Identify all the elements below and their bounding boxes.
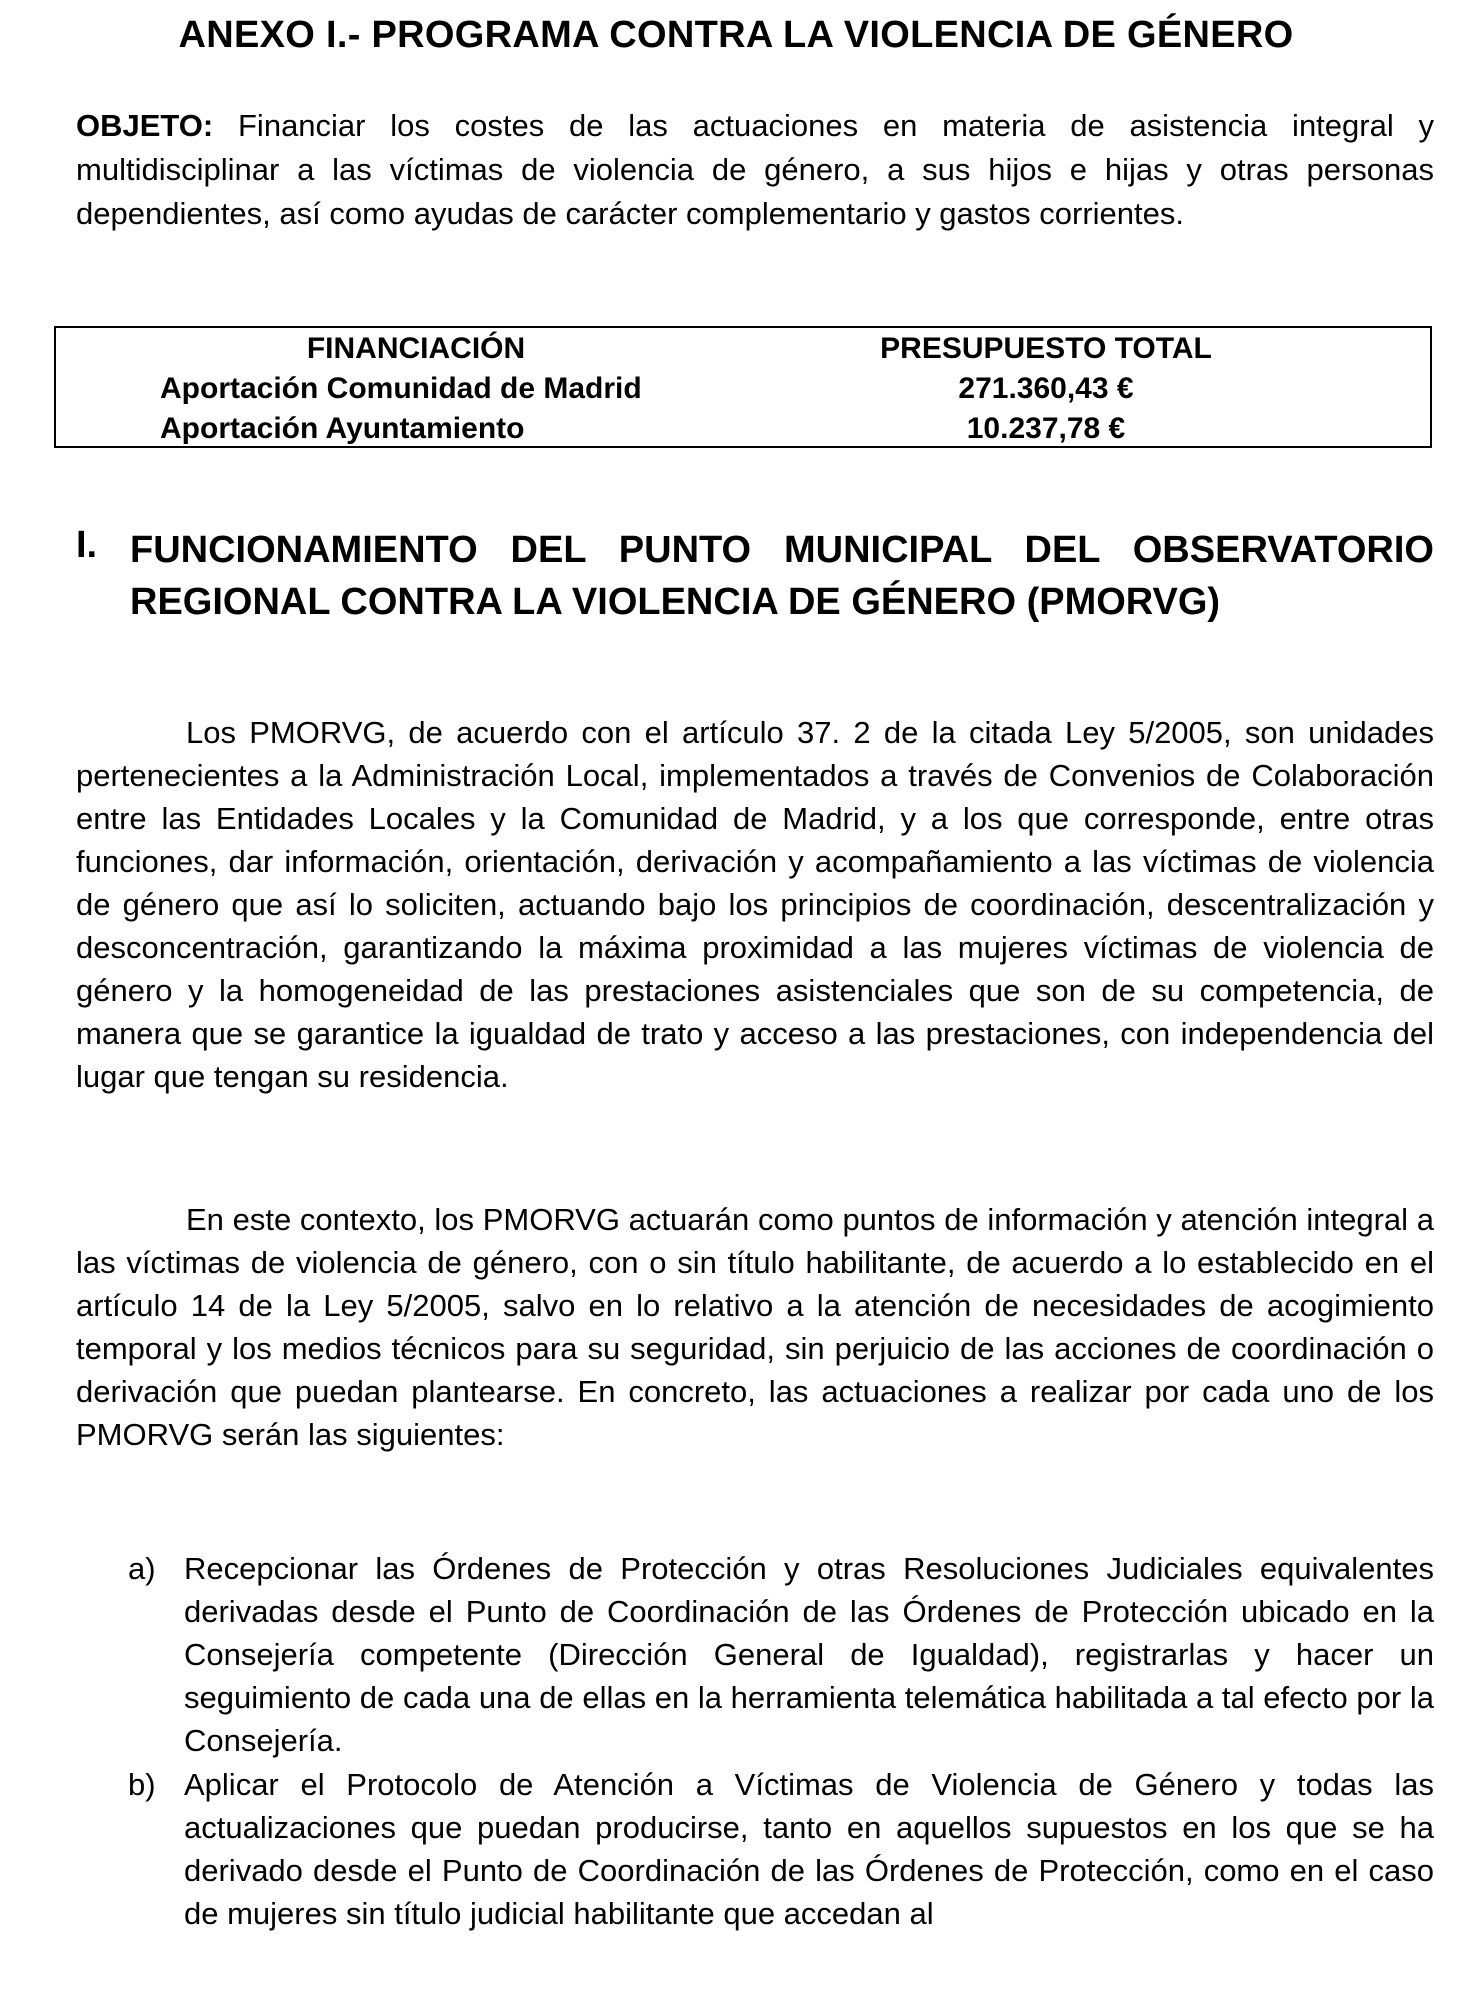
body-paragraph: En este contexto, los PMORVG actuarán como puntos de información y atención integral a las víctimas de violencia de género, con o sin título habilitante, de acuerdo a lo establecido en el artículo 14 de la Ley 5/2005, salvo en lo relativo a la atención de necesidades de acogimiento temporal y los medios técnicos para su seguridad, sin perjuicio de las acciones de coordinación o derivación que puedan plantearse. En concreto, las actuaciones a realizar por cada uno de los PMORVG serán las siguientes: <box>76 1202 1434 1452</box>
financing-row-label: Aportación Ayuntamiento <box>160 412 525 445</box>
list-item-text: Aplicar el Protocolo de Atención a Víctimas de Violencia de Género y todas las actualizaciones que puedan producirse, tanto en aquellos supuestos en los que se ha derivado desde el Punto de Coordinación de las Órdenes de Protección, como en el caso de mujeres sin título judicial habilitante que accedan al <box>184 1767 1434 1931</box>
page-title: ANEXO I.- PROGRAMA CONTRA LA VIOLENCIA DE GÉNERO <box>178 14 1294 56</box>
objeto-text: Financiar los costes de las actuaciones en materia de asistencia integral y multidisciplinar a las víctimas de violencia de género, a sus hijos e hijas y otras personas dependientes, así como ayudas de carácter complementario y gastos corrientes. <box>76 108 1434 231</box>
financing-row <box>56 412 1430 452</box>
financing-table <box>54 326 1432 448</box>
list-item-text: Recepcionar las Órdenes de Protección y otras Resoluciones Judiciales equivalentes derivadas desde el Punto de Coordinación de las Órdenes de Protección ubicado en la Consejería competente (Dirección General de Igualdad), registrarlas y hacer un seguimiento de cada una de ellas en la herramienta telemática habilitada a tal efecto por la Consejería. <box>184 1551 1434 1758</box>
list-marker: a) <box>128 1551 156 1586</box>
objeto-paragraph <box>76 104 1434 236</box>
financing-col1-header: FINANCIACIÓN <box>306 332 526 365</box>
financing-header-row <box>56 332 1430 372</box>
financing-row-amount: 10.237,78 € <box>966 412 1126 445</box>
section-number: I. <box>76 524 98 566</box>
body-paragraph: Los PMORVG, de acuerdo con el artículo 37. 2 de la citada Ley 5/2005, son unidades pertenecientes a la Administración Local, implementados a través de Convenios de Colaboración entre las Entidades Locales y la Comunidad de Madrid, y a los que corresponde, entre otras funciones, dar información, orientación, derivación y acompañamiento a las víctimas de violencia de género que así lo soliciten, actuando bajo los principios de coordinación, descentralización y desconcentración, garantizando la máxima proximidad a las mujeres víctimas de violencia de género y la homogeneidad de las prestaciones asistenciales que son de su competencia, de manera que se garantice la igualdad de trato y acceso a las prestaciones, con independencia del lugar que tengan su residencia. <box>76 715 1434 1094</box>
section-title: FUNCIONAMIENTO DEL PUNTO MUNICIPAL DEL OBSERVATORIO REGIONAL CONTRA LA VIOLENCIA DE GÉNERO (PMORVG) <box>130 529 1434 623</box>
list-marker: b) <box>128 1767 156 1802</box>
financing-col2-header: PRESUPUESTO TOTAL <box>880 332 1212 365</box>
financing-row-amount: 271.360,43 € <box>958 372 1134 405</box>
financing-row <box>56 372 1430 412</box>
financing-row-label: Aportación Comunidad de Madrid <box>160 372 642 405</box>
objeto-label: OBJETO: <box>76 108 214 143</box>
